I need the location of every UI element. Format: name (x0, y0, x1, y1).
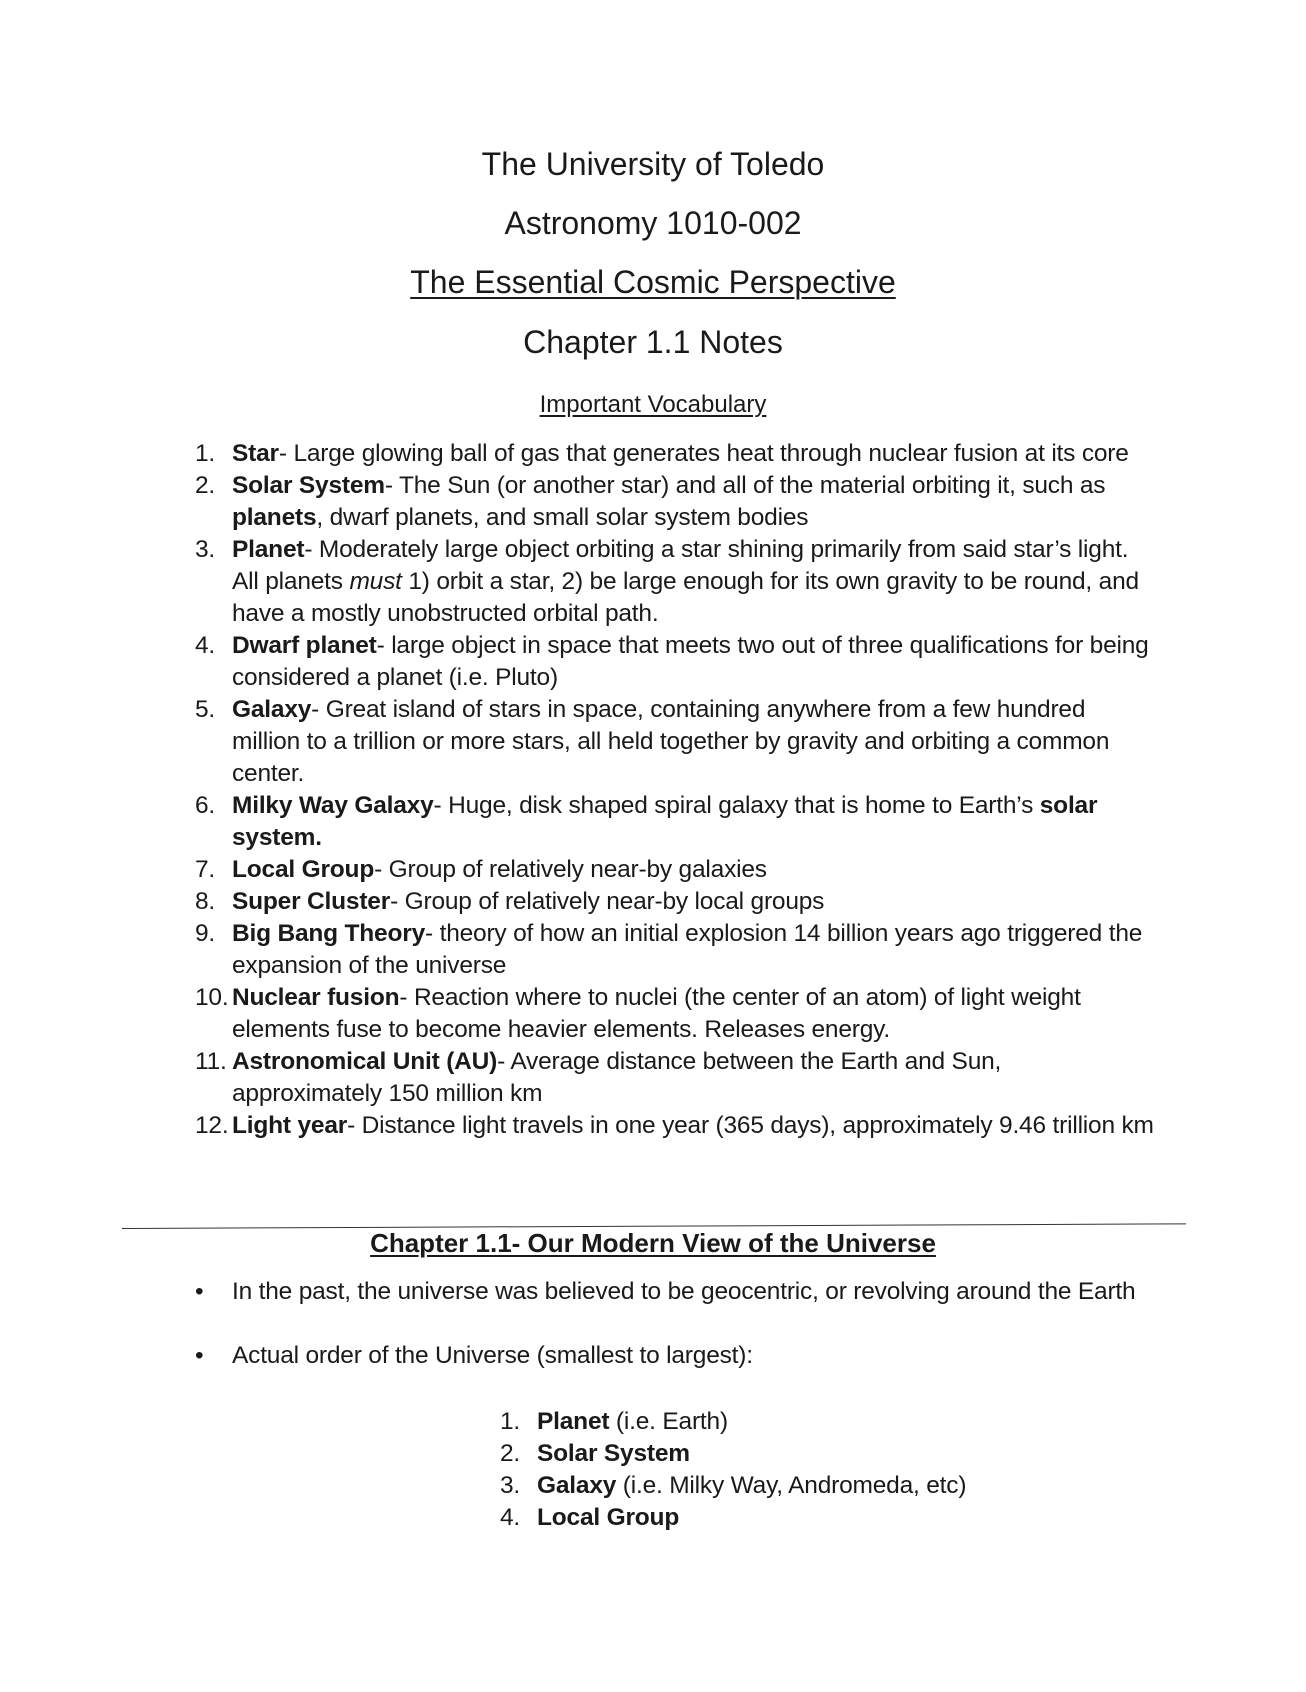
order-term: Planet (537, 1408, 610, 1435)
chapter-title: Chapter 1.1 Notes (523, 324, 783, 360)
bullet-text: Actual order of the Universe (smallest to largest): (232, 1342, 753, 1369)
bullet-item (195, 1276, 1155, 1308)
vocab-number: 6. (195, 792, 216, 819)
vocab-item (195, 438, 1155, 470)
vocab-item (195, 918, 1155, 982)
vocab-definition: - Group of relatively near-by local groups (390, 888, 825, 915)
order-note: (i.e. Earth) (609, 1408, 728, 1435)
university-title: The University of Toledo (481, 146, 825, 182)
vocab-definition-cont: , dwarf planets, and small solar system bodies (316, 504, 809, 531)
order-item (500, 1470, 1060, 1502)
vocab-item (195, 630, 1155, 694)
vocab-term: Light year (232, 1112, 348, 1139)
order-item (500, 1438, 1060, 1470)
vocab-term: Dwarf planet (232, 632, 377, 659)
bullet-text: In the past, the universe was believed to be geocentric, or revolving around the Earth (232, 1278, 1136, 1305)
vocab-term: Local Group (232, 856, 375, 883)
bullet-marker: • (195, 1278, 204, 1305)
universe-order-list (500, 1406, 1060, 1534)
vocab-definition: - The Sun (or another star) and all of the material orbiting it, such as (384, 472, 1106, 499)
vocab-term: Nuclear fusion (232, 984, 400, 1011)
vocab-term: Galaxy (232, 696, 312, 723)
vocab-item (195, 1046, 1155, 1110)
vocab-number: 1. (195, 440, 216, 467)
order-item (500, 1406, 1060, 1438)
vocab-number: 2. (195, 472, 216, 499)
vocabulary-list (195, 438, 1155, 1142)
vocab-emphasis: solar system. (232, 792, 1098, 851)
vocab-item (195, 790, 1155, 854)
vocab-term: Solar System (232, 472, 385, 499)
vocab-item (195, 470, 1155, 534)
vocab-number: 12. (195, 1112, 229, 1139)
vocab-definition: - large object in space that meets two out of three qualifications for being considered a planet (i.e. Pluto) (232, 632, 1149, 691)
order-note: (i.e. Milky Way, Andromeda, etc) (616, 1472, 967, 1499)
vocab-number: 5. (195, 696, 216, 723)
vocab-term: Super Cluster (232, 888, 391, 915)
vocab-number: 10. (195, 984, 229, 1011)
section-heading: Chapter 1.1- Our Modern View of the Universe (370, 1228, 936, 1258)
vocab-definition: - Distance light travels in one year (365 days), approximately 9.46 trillion km (347, 1112, 1154, 1139)
order-term: Galaxy (537, 1472, 617, 1499)
order-number: 3. (500, 1472, 521, 1499)
order-item (500, 1502, 1060, 1534)
vocab-item (195, 694, 1155, 790)
vocab-heading: Important Vocabulary (539, 391, 767, 418)
vocab-italic: must (349, 568, 402, 595)
bullet-marker: • (195, 1342, 204, 1369)
vocab-definition: - Moderately large object orbiting a star shining primarily from said star’s light. All planets (232, 536, 1129, 595)
vocab-term: Planet (232, 536, 305, 563)
vocab-definition: - Group of relatively near-by galaxies (374, 856, 767, 883)
book-title (0, 262, 1306, 302)
vocab-item (195, 534, 1155, 630)
vocab-number: 4. (195, 632, 216, 659)
vocab-emphasis: planets (232, 504, 317, 531)
order-number: 4. (500, 1504, 521, 1531)
bullet-item (195, 1340, 1155, 1372)
vocab-term: Astronomical Unit (AU) (232, 1048, 498, 1075)
vocab-definition: - Average distance between the Earth and Sun, approximately 150 million km (232, 1048, 1002, 1107)
course-title: Astronomy 1010-002 (504, 205, 802, 241)
vocab-number: 8. (195, 888, 216, 915)
book-title-text: The Essential Cosmic Perspective (410, 264, 896, 300)
order-number: 1. (500, 1408, 521, 1435)
order-term: Local Group (537, 1504, 680, 1531)
vocab-number: 11. (195, 1048, 227, 1075)
vocab-definition: - theory of how an initial explosion 14 billion years ago triggered the expansion of the universe (232, 920, 1143, 979)
vocab-definition: - Huge, disk shaped spiral galaxy that is home to Earth’s (433, 792, 1040, 819)
order-term: Solar System (537, 1440, 690, 1467)
vocab-item (195, 886, 1155, 918)
vocab-term: Milky Way Galaxy (232, 792, 434, 819)
vocab-term: Big Bang Theory (232, 920, 426, 947)
vocab-definition: - Large glowing ball of gas that generates heat through nuclear fusion at its core (278, 440, 1129, 467)
vocab-item (195, 982, 1155, 1046)
bullet-list (195, 1276, 1155, 1372)
vocab-number: 3. (195, 536, 216, 563)
vocab-number: 7. (195, 856, 216, 883)
vocab-item (195, 1110, 1155, 1142)
vocab-definition-cont: 1) orbit a star, 2) be large enough for its own gravity to be round, and have a mostly unobstructed orbital path. (232, 568, 1139, 627)
order-number: 2. (500, 1440, 521, 1467)
vocab-number: 9. (195, 920, 216, 947)
vocab-definition: - Reaction where to nuclei (the center of an atom) of light weight elements fuse to become heavier elements. Releases energy. (232, 984, 1081, 1043)
vocab-item (195, 854, 1155, 886)
vocab-definition: - Great island of stars in space, containing anywhere from a few hundred million to a trillion or more stars, all held together by gravity and orbiting a common center. (232, 696, 1110, 787)
vocab-term: Star (232, 440, 279, 467)
